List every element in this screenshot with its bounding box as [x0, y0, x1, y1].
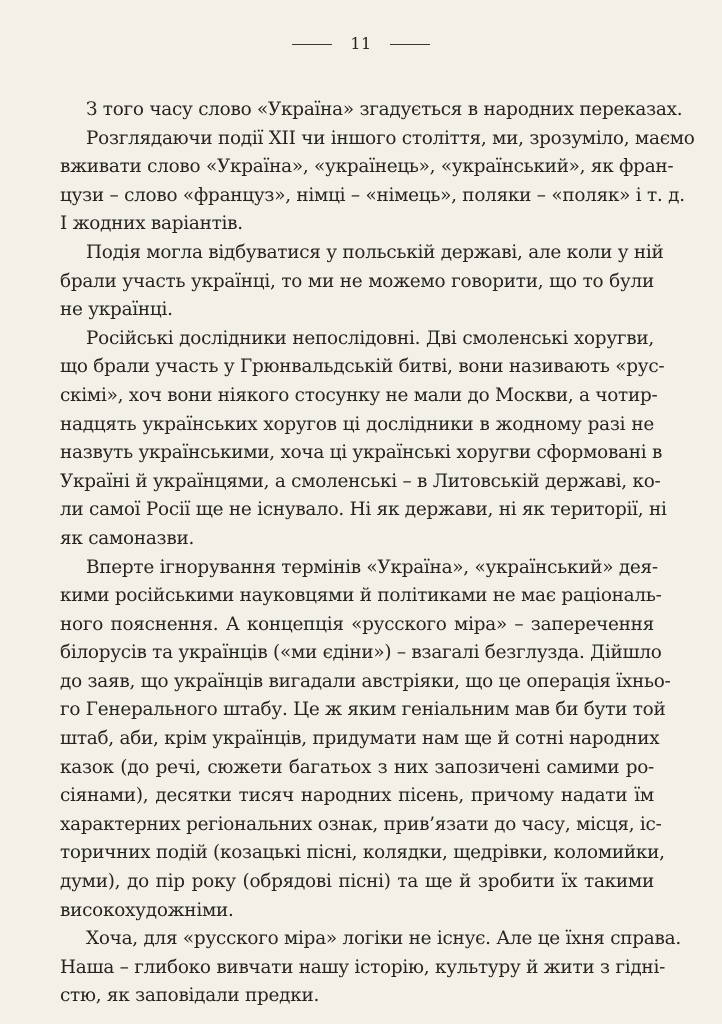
paragraph: [60, 239, 664, 325]
text-line: сіянами), десятки тисяч народних пісень, причому надати їм: [60, 785, 654, 807]
paragraph: [60, 96, 683, 125]
text-body: [60, 96, 695, 1011]
text-line: Російські дослідники непослідовні. Дві смоленські хоругви,: [86, 327, 654, 349]
page-number: 11: [350, 34, 372, 53]
text-line: Хоча, для «русского міра» логіки не існує. Але це їхня справа.: [86, 928, 681, 950]
page-header: [0, 34, 722, 54]
text-line: надцять українських хоругов ці дослідники в жодному разі не: [60, 413, 654, 435]
text-line: високохудожніми.: [60, 899, 234, 921]
text-line: Наша – глибоко вивчати нашу історію, культуру й жити з гідні-: [60, 956, 666, 978]
text-line: цузи – слово «француз», німці – «німець», поляки – «поляк» і т. д.: [60, 184, 685, 206]
text-line: Розглядаючи події XII чи іншого століття, ми, зрозуміло, маємо: [86, 127, 695, 149]
text-line: думи), до пір року (обрядові пісні) та ще й зробити їх такими: [60, 871, 654, 893]
text-line: І жодних варіантів.: [60, 213, 243, 235]
text-line: ного пояснення. А концепція «русского міра» – заперечення: [60, 613, 654, 635]
text-line: З того часу слово «Україна» згадується в народних переказах.: [86, 99, 683, 120]
header-rule-left: [292, 44, 332, 45]
text-line: скімі», хоч вони ніякого стосунку не мали до Москви, а чотир-: [60, 384, 658, 406]
text-line: Вперте ігнорування термінів «Україна», «український» дея-: [86, 556, 658, 578]
paragraph: [60, 125, 695, 239]
text-line: штаб, аби, крім українців, придумати нам ще й сотні народних: [60, 728, 660, 750]
text-line: ли самої Росії ще не існувало. Ні як держави, ні як території, ні: [60, 499, 667, 521]
text-line: характерних регіональних ознак, прив’язати до часу, місця, іс-: [60, 813, 662, 835]
text-line: торичних подій (козацькі пісні, колядки, щедрівки, коломийки,: [60, 842, 665, 864]
text-line: назвуть українськими, хоча ці українські хоругви сформовані в: [60, 442, 663, 464]
header-rule-right: [390, 44, 430, 45]
paragraph: [60, 925, 681, 1011]
text-line: стю, як заповідали предки.: [60, 985, 320, 1007]
paragraph: [60, 554, 671, 926]
text-line: білорусів та українців («ми єдіни») – взагалі безглузда. Дійшло: [60, 642, 662, 664]
paragraph: [60, 325, 667, 554]
text-line: кими російськими науковцями й політиками не має раціональ-: [60, 585, 662, 607]
text-line: не українці.: [60, 299, 173, 321]
text-line: Подія могла відбуватися у польській державі, але коли у ній: [86, 241, 664, 263]
text-line: казок (до речі, сюжети багатьох з них запозичені самими ро-: [60, 756, 654, 778]
text-line: Україні й українцями, а смоленські – в Литовській державі, ко-: [60, 470, 661, 492]
text-line: що брали участь у Грюнвальдській битві, вони називають «рус-: [60, 356, 665, 378]
text-line: брали участь українці, то ми не можемо говорити, що то були: [60, 270, 654, 292]
text-line: до заяв, що українців вигадали австріяки, що це операція їхньо-: [60, 670, 671, 692]
text-line: як самоназви.: [60, 527, 195, 549]
text-line: го Генерального штабу. Це ж яким геніальним мав би бути той: [60, 699, 666, 721]
text-line: вживати слово «Україна», «українець», «український», як фран-: [60, 156, 674, 178]
